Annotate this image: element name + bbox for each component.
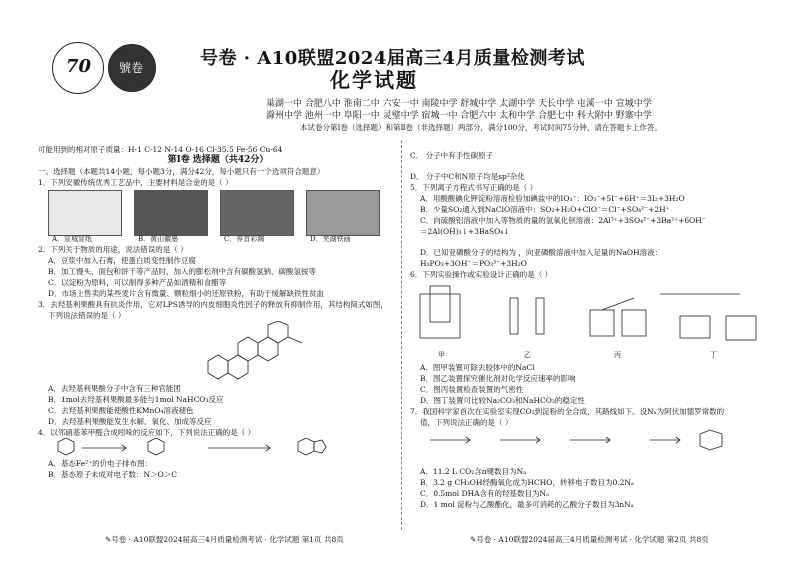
- question-5: 5．下列离子方程式书写正确的是（ ）: [410, 183, 538, 192]
- q6-option-c: C．图丙装置检查装置的气密性: [420, 385, 524, 394]
- q4-option-b: B．基态原子未成对电子数：N＞O＞C: [48, 470, 177, 479]
- q4-option-a: A．基态Fe²⁺的价电子排布图：: [48, 459, 153, 468]
- question-7-cont: 值，下列说法正确的是（ ）: [420, 418, 513, 427]
- q7-option-b: B．3.2 g CH₃OH经酶氧化成为HCHO，转移电子数目为0.2Nₐ: [420, 478, 634, 487]
- xuan-paper-image: [48, 190, 122, 236]
- question-3-cont: 下列说法错误的是（ ）: [48, 311, 126, 320]
- q1-option-b: B．黄山徽墨: [138, 235, 179, 243]
- school-seal-logo: 70: [52, 42, 104, 94]
- q4-option-d: D． 分子中C和N原子均是sp²杂化: [410, 172, 525, 181]
- column-divider: [401, 140, 402, 530]
- q7-option-c: C．0.5mol DHA含有的羟基数目为Nₐ: [420, 489, 550, 498]
- q6-option-d: D．图丁装置可比较Na₂CO₃和NaHCO₃的稳定性: [420, 396, 585, 405]
- fig-label-ding: 丁: [710, 351, 717, 359]
- question-3: 3．去羟基利果酸具有抗炎作用，它对LPS诱导的内皮细胞炎性因子的释放有抑制作用，其结构简式如图，: [38, 300, 388, 309]
- q3-structure: [38, 321, 398, 383]
- section-intro: 一、选择题（本题共14小题，每小题3分，满分42分，每小题只有一个选项符合题意）: [38, 167, 325, 176]
- q3-option-a: A．去羟基利果酸分子中含有三种官能团: [48, 384, 181, 393]
- q4-option-c: C． 分子中有手性碳原子: [410, 151, 494, 160]
- atomic-masses: 可能用到的相对原子质量：H-1 C-12 N-14 O-16 Cl-35.5 Fe-56 Cu-64: [38, 145, 283, 154]
- lab-apparatus-icon: [410, 280, 770, 350]
- q3-option-d: D．去羟基利果酸能发生水解、氧化、加成等反应: [48, 417, 212, 426]
- q1-images: [38, 188, 398, 244]
- ink-image: [134, 190, 208, 236]
- footer-right: ✎号卷 · A10联盟2024届高三4月质量检测考试 · 化学试题 第2页 共8页: [470, 535, 709, 544]
- synthesis-route-icon: [410, 428, 770, 464]
- q6-option-b: B．图乙装置探究催化剂对化学反应速率的影响: [420, 374, 576, 383]
- q2-option-c: C．以淀粉为原料，可以制得多种产品如酒精和食醋等: [48, 278, 227, 287]
- q2-option-d: D．市场上售卖的某些麦片含有微量、颗粒细小的还原铁粉，有助于缓解缺铁性贫血: [48, 289, 325, 298]
- fig-label-jia: 甲: [438, 351, 445, 359]
- left-column: [38, 155, 398, 480]
- pottery-image: [220, 190, 294, 236]
- q1-option-c: C．界首彩陶: [224, 235, 265, 243]
- q5-option-c: C．向硫酸铝溶液中加入等物质的量的氢氧化钡溶液：2Al³⁺+3SO₄²⁻+3Ba²⁺+6OH⁻: [420, 216, 706, 225]
- exam-title: 号卷 · A10联盟2024届高三4月质量检测考试: [200, 48, 585, 69]
- q5-option-d: D．已知亚磷酸分子的结构为 ，向亚磷酸溶液中加入足量的NaOH溶液：: [420, 248, 663, 257]
- section-title: 第Ⅰ卷 选择题（共42分）: [167, 155, 269, 165]
- brand-logo: 號卷: [108, 44, 156, 92]
- q5-option-a: A．用酸酸碘化钾淀粉溶液检验加碘盐中的IO₃⁻：IO₃⁻+5I⁻+6H⁺＝3I₂+3H₂O: [420, 194, 685, 203]
- q1-option-a: A．宣城宣纸: [52, 235, 93, 243]
- exam-instructions: 本试卷分第Ⅰ卷（选择题）和第Ⅱ卷（非选择题）两部分，满分100分，考试时间75分钟，请在答题卡上作答。: [300, 123, 662, 132]
- q1-option-d: D．芜湖铁画: [310, 235, 351, 243]
- q5-option-c-cont: ＝2Al(OH)₃↓+3BaSO₄↓: [420, 227, 510, 236]
- q2-option-a: A．豆浆中加入石膏，使蛋白质变性制作豆腐: [48, 256, 196, 265]
- fig-label-yi: 乙: [524, 351, 531, 359]
- iron-painting-image: [306, 190, 380, 236]
- fig-label-bing: 丙: [614, 351, 621, 359]
- q3-option-c: C．去羟基利果酸能使酸性KMnO₄溶液褪色: [48, 406, 194, 415]
- q2-option-b: B．加工馒头、面包和饼干等产品时，加入的膨松剂中含有碳酸氢钠、碳酸氢铵等: [48, 267, 317, 276]
- reaction-scheme-icon: [38, 438, 378, 458]
- q6-option-a: A．图甲装置可除去胶体中的NaCl: [420, 363, 535, 372]
- right-column: [410, 150, 770, 510]
- subject-title: 化学试题: [330, 68, 418, 92]
- q7-option-a: A．11.2 L CO₂含π键数目为Nₐ: [420, 467, 527, 476]
- question-1: 1．下列安徽传统优秀工艺品中，主要材料是合金的是（ ）: [38, 178, 233, 187]
- q5-option-d-cont: H₃PO₃+3OH⁻＝PO₃³⁻+3H₂O: [420, 259, 527, 268]
- question-6: 6．下列实验操作或实验设计正确的是（ ）: [410, 270, 553, 279]
- q3-option-b: B．1mol去羟基利果酸最多能与1mol NaHCO₃反应: [48, 395, 224, 404]
- footer-left: ✎号卷 · A10联盟2024届高三4月质量检测考试 · 化学试题 第1页 共8页: [105, 535, 344, 544]
- q7-option-d: D．1 mol 淀粉与乙酸酯化，最多可消耗的乙酸分子数目为3nNₐ: [420, 500, 634, 509]
- q7-synthesis-route: [410, 428, 770, 466]
- deoxy-acid-structure-icon: [198, 321, 318, 381]
- q4-reaction: [38, 438, 398, 458]
- q5-option-b: B．少量SO₂通入到NaClO溶液中：SO₂+H₂O+ClO⁻＝Cl⁻+SO₄²⁻+2H⁺: [420, 205, 670, 214]
- q6-apparatus: [410, 280, 770, 362]
- question-4: 4．以邻硝基苯甲醛合成吲哚的反应如下，下列说法正确的是（ ）: [38, 428, 256, 437]
- question-7: 7．我国科学家首次在实验室实现CO₂到淀粉的全合成，其路线如下。设Nₐ为阿伏加德罗常数的: [410, 407, 725, 416]
- question-2: 2．下列关于物质的用途，说法错误的是（ ）: [38, 245, 188, 254]
- school-list-1: 巢湖一中 合肥八中 淮南二中 六安一中 南陵中学 舒城中学 太湖中学 天长中学 屯溪一中 宣城中学: [266, 99, 652, 109]
- school-list-2: 滁州中学 池州一中 阜阳一中 灵璧中学 宿城一中 合肥六中 太和中学 合肥七中 科大附中 野寨中学: [266, 111, 652, 121]
